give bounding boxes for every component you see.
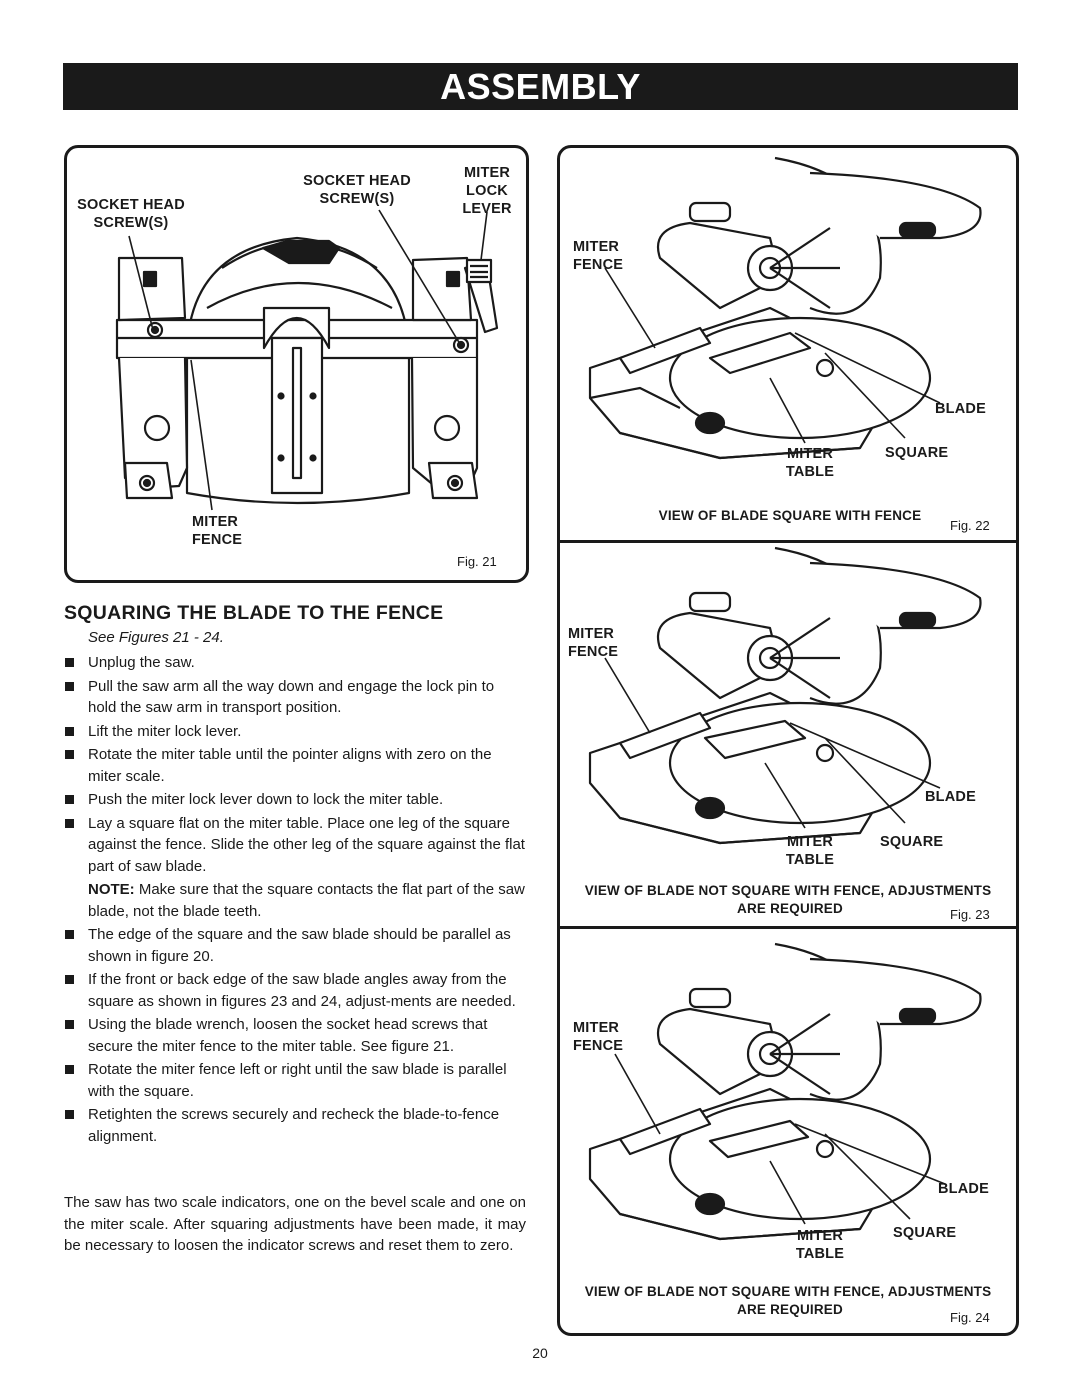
label-line: LEVER bbox=[462, 201, 512, 217]
label-square: SQUARE bbox=[893, 1225, 957, 1241]
list-item-text: Retighten the screws securely and recheck the blade-to-fence alignment. bbox=[88, 1106, 500, 1145]
label-line: MITER bbox=[786, 446, 834, 462]
label-line: FENCE bbox=[573, 1038, 624, 1054]
list-item-text: Rotate the miter table until the pointer aligns with zero on the miter scale. bbox=[88, 746, 492, 785]
list-item-text: If the front or back edge of the saw blade angles away from the square as shown in figures 23 and 24, adjust-ments are needed. bbox=[88, 971, 516, 1010]
figure-number: Fig. 22 bbox=[950, 518, 990, 533]
list-item-text: Rotate the miter fence left or right until the saw blade is parallel with the square. bbox=[88, 1061, 507, 1100]
label-miter-fence bbox=[573, 238, 623, 274]
list-item-text: Pull the saw arm all the way down and engage the lock pin to hold the saw arm in transport position. bbox=[88, 677, 495, 716]
bullet-icon bbox=[65, 975, 74, 984]
label-miter-fence bbox=[192, 513, 242, 549]
label-line: TABLE bbox=[795, 1246, 845, 1262]
label-miter-fence bbox=[568, 625, 618, 661]
bullet-icon bbox=[65, 1110, 74, 1119]
list-item bbox=[64, 924, 526, 967]
figure-number: Fig. 23 bbox=[950, 907, 990, 922]
label-square: SQUARE bbox=[885, 445, 949, 461]
figure-23-panel bbox=[557, 540, 1019, 932]
label-square: SQUARE bbox=[880, 834, 944, 850]
bullet-icon bbox=[65, 819, 74, 828]
bullet-icon bbox=[65, 1065, 74, 1074]
closing-paragraph: The saw has two scale indicators, one on the bevel scale and one on the miter scale. After squaring adjustments have been made, it may be necessary to loosen the indicator screws and reset them to zero. bbox=[64, 1194, 526, 1254]
label-line: LOCK bbox=[466, 183, 508, 199]
bullet-icon bbox=[65, 795, 74, 804]
bullet-icon bbox=[65, 658, 74, 667]
figure-caption-line-1: VIEW OF BLADE NOT SQUARE WITH FENCE, ADJUSTMENTS bbox=[584, 1284, 992, 1299]
label-line: MITER bbox=[796, 1228, 844, 1244]
label-line: MITER bbox=[463, 165, 511, 181]
bullet-icon bbox=[65, 1020, 74, 1029]
label-line: MITER bbox=[786, 834, 834, 850]
figure-21-panel bbox=[64, 145, 529, 583]
section-banner: ASSEMBLY bbox=[63, 63, 1018, 110]
label-socket-head-left bbox=[71, 196, 191, 232]
section-subtitle: See Figures 21 - 24. bbox=[88, 629, 224, 646]
list-item-text: Lay a square flat on the miter table. Place one leg of the square against the fence. Slide the other leg of the square against the flat part of saw blade. bbox=[88, 814, 525, 875]
bullet-icon bbox=[65, 930, 74, 939]
note-paragraph bbox=[64, 879, 526, 922]
note-label: NOTE: bbox=[88, 881, 135, 898]
bullet-icon bbox=[65, 727, 74, 736]
label-blade: BLADE bbox=[925, 789, 976, 805]
label-line: MITER bbox=[568, 626, 615, 642]
bullet-icon bbox=[65, 682, 74, 691]
label-line: MITER bbox=[573, 1020, 620, 1036]
list-item bbox=[64, 813, 526, 878]
list-item bbox=[64, 1104, 526, 1147]
label-miter-lock-lever bbox=[452, 164, 522, 218]
label-miter-table bbox=[770, 445, 850, 481]
figure-number: Fig. 24 bbox=[950, 1310, 990, 1325]
bullet-icon bbox=[65, 750, 74, 759]
label-line: FENCE bbox=[568, 644, 619, 660]
list-item-text: The edge of the square and the saw blade should be parallel as shown in figure 20. bbox=[88, 926, 511, 965]
label-line: FENCE bbox=[192, 532, 243, 548]
list-item bbox=[64, 676, 526, 719]
label-blade: BLADE bbox=[935, 401, 986, 417]
label-blade: BLADE bbox=[938, 1181, 989, 1197]
list-item bbox=[64, 1059, 526, 1102]
list-item bbox=[64, 789, 526, 811]
list-item bbox=[64, 1014, 526, 1057]
figure-number: Fig. 21 bbox=[457, 554, 497, 569]
label-line: MITER bbox=[573, 239, 620, 255]
figure-caption-line-2: ARE REQUIRED bbox=[737, 1302, 843, 1317]
list-item bbox=[64, 652, 526, 674]
list-item bbox=[64, 744, 526, 787]
list-item bbox=[64, 969, 526, 1012]
figure-caption-line-1: VIEW OF BLADE NOT SQUARE WITH FENCE, ADJUSTMENTS bbox=[584, 883, 992, 898]
label-line: TABLE bbox=[785, 852, 835, 868]
label-line: SCREW(S) bbox=[319, 191, 395, 207]
list-item-text: Using the blade wrench, loosen the socket head screws that secure the miter fence to the miter table. See figure 21. bbox=[88, 1016, 488, 1055]
label-line: TABLE bbox=[785, 464, 835, 480]
figure-24-panel bbox=[557, 926, 1019, 1336]
label-miter-table bbox=[770, 833, 850, 869]
label-socket-head-right bbox=[292, 172, 422, 208]
section-title: SQUARING THE BLADE TO THE FENCE bbox=[64, 602, 444, 624]
label-line: SOCKET HEAD bbox=[77, 197, 185, 213]
list-item bbox=[64, 721, 526, 743]
list-item-text: Unplug the saw. bbox=[88, 654, 195, 671]
instruction-list bbox=[64, 652, 526, 1149]
label-line: FENCE bbox=[573, 257, 624, 273]
label-line: SCREW(S) bbox=[93, 215, 169, 231]
label-line: MITER bbox=[192, 514, 239, 530]
label-line: SOCKET HEAD bbox=[303, 173, 411, 189]
note-text: Make sure that the square contacts the flat part of the saw blade, not the blade teeth. bbox=[88, 881, 525, 920]
list-item-text: Lift the miter lock lever. bbox=[88, 722, 242, 740]
label-miter-fence bbox=[573, 1019, 623, 1055]
figure-caption-line-2: ARE REQUIRED bbox=[737, 901, 843, 916]
figure-22-panel bbox=[557, 145, 1019, 546]
list-item-text: Push the miter lock lever down to lock the miter table. bbox=[88, 791, 444, 808]
label-miter-table bbox=[780, 1227, 860, 1263]
figure-caption: VIEW OF BLADE SQUARE WITH FENCE bbox=[658, 508, 922, 523]
page-number: 20 bbox=[532, 1345, 548, 1361]
